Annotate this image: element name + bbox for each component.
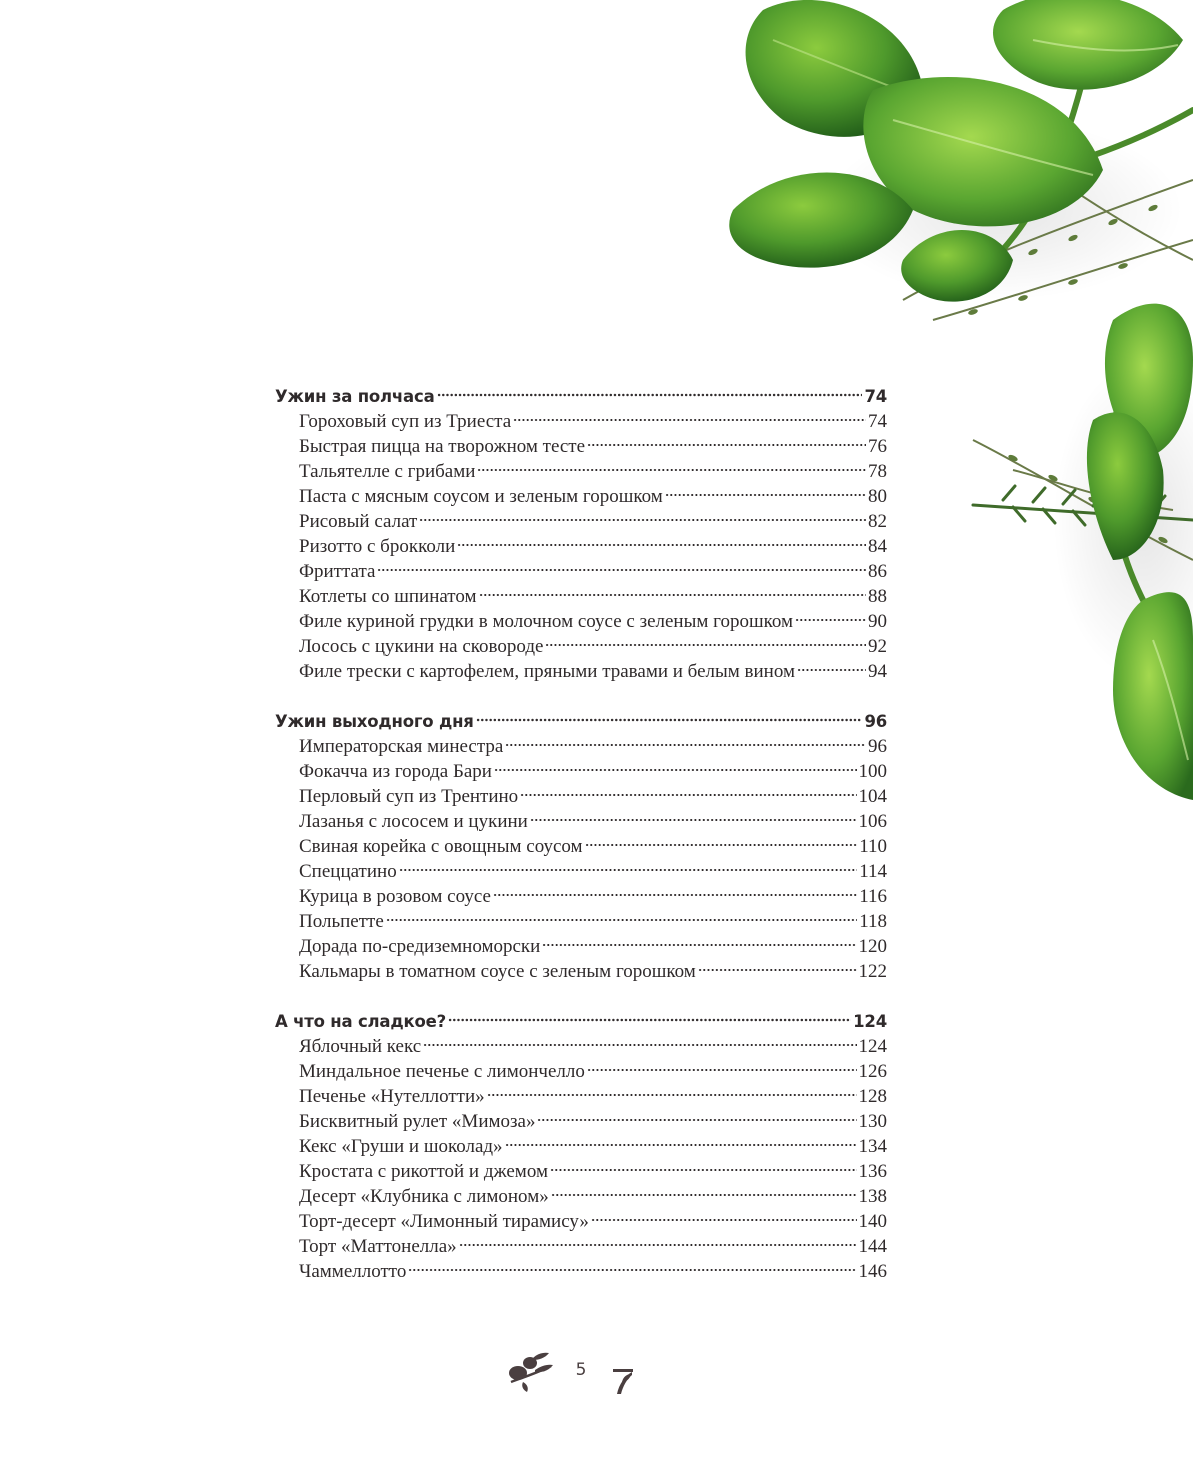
toc-entry-title: Лазанья с лососем и цукини xyxy=(299,811,528,832)
toc-section-heading-page: 74 xyxy=(864,387,887,406)
toc-section xyxy=(275,1009,887,1284)
toc-entry-title: Фриттата xyxy=(299,561,376,582)
toc-entry[interactable] xyxy=(275,1134,887,1159)
dot-leader xyxy=(545,643,866,647)
toc-entry-title: Паста с мясным соусом и зеленым горошком xyxy=(299,486,663,507)
toc-entry[interactable] xyxy=(275,634,887,659)
toc-entry[interactable] xyxy=(275,859,887,884)
toc-section-heading[interactable] xyxy=(275,709,887,734)
toc-entry-title: Бисквитный рулет «Мимоза» xyxy=(299,1111,536,1132)
dot-leader xyxy=(530,818,857,822)
toc-entry[interactable] xyxy=(275,1259,887,1284)
dot-leader xyxy=(448,1018,851,1022)
toc-entry-page: 138 xyxy=(858,1186,887,1207)
toc-entry-page: 90 xyxy=(868,611,887,632)
toc-entry[interactable] xyxy=(275,409,887,434)
dot-leader xyxy=(585,843,858,847)
toc-entry[interactable] xyxy=(275,1059,887,1084)
toc-entry-title: Гороховый суп из Триеста xyxy=(299,411,512,432)
toc-entry-page: 104 xyxy=(858,786,887,807)
toc-entry-page: 110 xyxy=(859,836,887,857)
dot-leader xyxy=(386,918,857,922)
toc-section-heading-page: 124 xyxy=(853,1012,887,1031)
page-number: 5 xyxy=(575,1360,587,1380)
toc-entry[interactable] xyxy=(275,609,887,634)
toc-entry-title: Перловый суп из Трентино xyxy=(299,786,519,807)
toc-entry-title: Императорская минестра xyxy=(299,736,504,757)
dot-leader xyxy=(459,1243,857,1247)
dot-leader xyxy=(797,668,866,672)
dot-leader xyxy=(419,518,866,522)
toc-section-heading-title: Ужин за полчаса xyxy=(275,387,435,406)
toc-entry-page: 106 xyxy=(858,811,887,832)
toc-entry-page: 134 xyxy=(858,1136,887,1157)
toc-entry-title: Филе трески с картофелем, пряными травами и белым вином xyxy=(299,661,796,682)
toc-entry[interactable] xyxy=(275,784,887,809)
table-of-contents xyxy=(275,384,887,1309)
toc-entry-title: Рисовый салат xyxy=(299,511,418,532)
toc-entry[interactable] xyxy=(275,1234,887,1259)
toc-entry-page: 94 xyxy=(868,661,887,682)
toc-entry-title: Курица в розовом соусе xyxy=(299,886,491,907)
toc-entry[interactable] xyxy=(275,1109,887,1134)
toc-entry-title: Дорада по-средиземноморски xyxy=(299,936,541,957)
dot-leader xyxy=(399,868,858,872)
dot-leader xyxy=(437,393,863,397)
toc-entry-page: 84 xyxy=(868,536,887,557)
dot-leader xyxy=(698,968,857,972)
toc-entry-page: 144 xyxy=(858,1236,887,1257)
toc-entry-title: Кекс «Груши и шоколад» xyxy=(299,1136,503,1157)
page-footer xyxy=(0,1352,1193,1396)
toc-entry[interactable] xyxy=(275,934,887,959)
toc-entry[interactable] xyxy=(275,1084,887,1109)
dot-leader xyxy=(587,443,866,447)
toc-entry-title: Печенье «Нутеллотти» xyxy=(299,1086,485,1107)
toc-entry-page: 130 xyxy=(858,1111,887,1132)
dot-leader xyxy=(795,618,866,622)
toc-entry[interactable] xyxy=(275,884,887,909)
toc-entry-title: Тальятелле с грибами xyxy=(299,461,476,482)
toc-entry-title: Свиная корейка с овощным соусом xyxy=(299,836,583,857)
toc-entry-page: 114 xyxy=(859,861,887,882)
toc-entry-page: 116 xyxy=(859,886,887,907)
toc-entry[interactable] xyxy=(275,534,887,559)
toc-entry-page: 140 xyxy=(858,1211,887,1232)
toc-entry[interactable] xyxy=(275,459,887,484)
dot-leader xyxy=(423,1043,856,1047)
toc-entry-title: Миндальное печенье с лимончелло xyxy=(299,1061,585,1082)
toc-entry[interactable] xyxy=(275,759,887,784)
toc-section-heading-title: А что на сладкое? xyxy=(275,1012,446,1031)
toc-entry-title: Быстрая пицца на творожном тесте xyxy=(299,436,586,457)
toc-entry-page: 96 xyxy=(868,736,887,757)
toc-entry-title: Торт-десерт «Лимонный тирамису» xyxy=(299,1211,589,1232)
dot-leader xyxy=(408,1268,856,1272)
dot-leader xyxy=(542,943,856,947)
toc-entry-page: 122 xyxy=(858,961,887,982)
toc-entry-page: 82 xyxy=(868,511,887,532)
dot-leader xyxy=(550,1168,857,1172)
dot-leader xyxy=(513,418,866,422)
dot-leader xyxy=(551,1193,857,1197)
dot-leader xyxy=(493,893,857,897)
toc-entry-page: 76 xyxy=(868,436,887,457)
toc-entry-page: 100 xyxy=(858,761,887,782)
toc-entry[interactable] xyxy=(275,509,887,534)
toc-entry-title: Фокачча из города Бари xyxy=(299,761,492,782)
olive-branch-icon xyxy=(505,1352,553,1392)
toc-entry-page: 124 xyxy=(858,1036,887,1057)
toc-section-heading-title: Ужин выходного дня xyxy=(275,712,474,731)
toc-entry-page: 146 xyxy=(858,1261,887,1282)
toc-entry[interactable] xyxy=(275,659,887,684)
toc-entry[interactable] xyxy=(275,1209,887,1234)
toc-entry[interactable] xyxy=(275,809,887,834)
dot-leader xyxy=(665,493,866,497)
dot-leader xyxy=(537,1118,856,1122)
toc-entry-title: Чаммеллотто xyxy=(299,1261,407,1282)
toc-section xyxy=(275,709,887,984)
toc-entry-page: 80 xyxy=(868,486,887,507)
toc-entry-title: Спеццатино xyxy=(299,861,397,882)
toc-entry-page: 92 xyxy=(868,636,887,657)
toc-entry-title: Яблочный кекс xyxy=(299,1036,422,1057)
toc-section-heading-page: 96 xyxy=(864,712,887,731)
toc-entry-title: Торт «Маттонелла» xyxy=(299,1236,457,1257)
toc-entry-page: 86 xyxy=(868,561,887,582)
dot-leader xyxy=(457,543,866,547)
toc-entry-title: Котлеты со шпинатом xyxy=(299,586,477,607)
toc-section xyxy=(275,384,887,684)
toc-entry[interactable] xyxy=(275,734,887,759)
toc-entry-page: 120 xyxy=(858,936,887,957)
toc-entry-title: Кростата с рикоттой и джемом xyxy=(299,1161,548,1182)
toc-entry-title: Лосось с цукини на сковороде xyxy=(299,636,544,657)
dot-leader xyxy=(505,743,866,747)
toc-entry[interactable] xyxy=(275,909,887,934)
toc-entry-page: 88 xyxy=(868,586,887,607)
toc-entry-page: 126 xyxy=(858,1061,887,1082)
toc-entry[interactable] xyxy=(275,1034,887,1059)
toc-entry[interactable] xyxy=(275,834,887,859)
dot-leader xyxy=(479,593,866,597)
toc-entry[interactable] xyxy=(275,434,887,459)
dot-leader xyxy=(377,568,866,572)
toc-entry-page: 128 xyxy=(858,1086,887,1107)
toc-section-heading[interactable] xyxy=(275,1009,887,1034)
dot-leader xyxy=(591,1218,857,1222)
toc-entry-page: 118 xyxy=(859,911,887,932)
toc-entry-title: Филе куриной грудки в молочном соусе с зеленым горошком xyxy=(299,611,794,632)
toc-entry[interactable] xyxy=(275,1159,887,1184)
dot-leader xyxy=(520,793,856,797)
toc-entry[interactable] xyxy=(275,584,887,609)
dot-leader xyxy=(587,1068,857,1072)
toc-section-heading[interactable] xyxy=(275,384,887,409)
toc-entry[interactable] xyxy=(275,1184,887,1209)
toc-entry-title: Кальмары в томатном соусе с зеленым горошком xyxy=(299,961,696,982)
dot-leader xyxy=(505,1143,857,1147)
toc-entry[interactable] xyxy=(275,559,887,584)
dot-leader xyxy=(477,468,866,472)
dot-leader xyxy=(487,1093,857,1097)
toc-entry-title: Польпетте xyxy=(299,911,384,932)
toc-entry-title: Ризотто с брокколи xyxy=(299,536,456,557)
dot-leader xyxy=(476,718,863,722)
toc-entry-page: 74 xyxy=(868,411,887,432)
toc-entry-page: 136 xyxy=(858,1161,887,1182)
leaf-icon xyxy=(611,1366,635,1396)
toc-entry-page: 78 xyxy=(868,461,887,482)
dot-leader xyxy=(494,768,857,772)
toc-entry-title: Десерт «Клубника с лимоном» xyxy=(299,1186,549,1207)
toc-entry[interactable] xyxy=(275,959,887,984)
toc-entry[interactable] xyxy=(275,484,887,509)
